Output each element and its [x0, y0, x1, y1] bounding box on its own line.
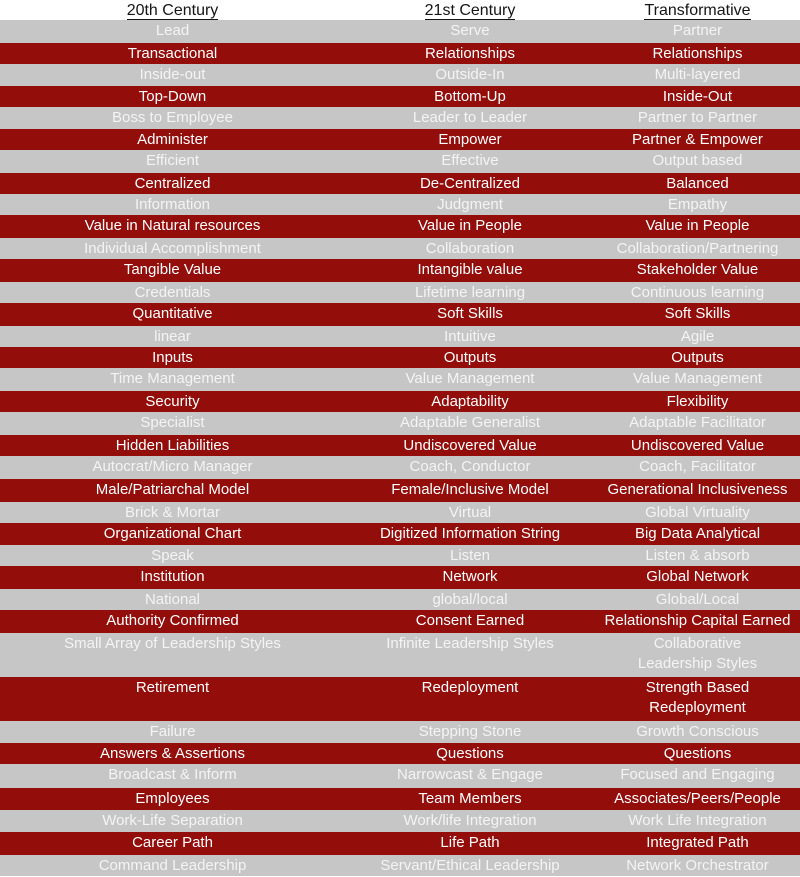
cell-20th-century: Career Path [132, 834, 213, 851]
cell-20th-century: Small Array of Leadership Styles [64, 635, 281, 652]
table-row [0, 43, 800, 64]
cell-transformative: Relationship Capital Earned [604, 612, 791, 629]
table-row [0, 502, 800, 523]
table-row [0, 633, 800, 677]
cell-21st-century: global/local [432, 591, 508, 608]
cell-21st-century: Infinite Leadership Styles [386, 635, 554, 652]
cell-transformative: Work Life Integration [628, 812, 767, 829]
cell-20th-century: Work-Life Separation [102, 812, 243, 829]
cell-21st-century: Stepping Stone [418, 723, 522, 740]
cell-transformative: Soft Skills [664, 305, 731, 322]
table-row [0, 150, 800, 173]
cell-20th-century: Top-Down [138, 88, 207, 105]
table-row [0, 764, 800, 788]
cell-21st-century: Collaboration [425, 240, 515, 257]
cell-transformative: Outputs [671, 349, 724, 366]
cell-transformative: Inside-Out [662, 88, 733, 105]
cell-20th-century: Efficient [145, 152, 200, 169]
cell-transformative: Questions [663, 745, 732, 762]
cell-21st-century: Life Path [440, 834, 500, 851]
table-row [0, 86, 800, 107]
cell-21st-century: Work/life Integration [403, 812, 537, 829]
table-row [0, 412, 800, 435]
cell-21st-century: Value in People [418, 217, 522, 234]
cell-21st-century: Consent Earned [415, 612, 525, 629]
cell-20th-century: Boss to Employee [112, 109, 233, 126]
cell-transformative: Listen & absorb [645, 547, 750, 564]
cell-21st-century: Network [442, 568, 498, 585]
header-row [0, 0, 800, 20]
cell-20th-century: Institution [140, 568, 205, 585]
cell-21st-century: Intangible value [417, 261, 523, 278]
table-row [0, 215, 800, 238]
table-row [0, 391, 800, 412]
cell-transformative: Undiscovered Value [630, 437, 765, 454]
cell-transformative: Growth Conscious [636, 723, 759, 740]
table-row [0, 238, 800, 259]
cell-21st-century: Virtual [448, 504, 492, 521]
cell-20th-century: Failure [149, 723, 196, 740]
cell-transformative: Balanced [666, 175, 729, 192]
table-row [0, 523, 800, 545]
cell-20th-century: Organizational Chart [103, 525, 242, 542]
cell-transformative: Network Orchestrator [626, 857, 769, 874]
table-row [0, 107, 800, 129]
cell-20th-century: Security [145, 393, 200, 410]
cell-transformative: Adaptable Facilitator [629, 414, 766, 431]
cell-20th-century: Inputs [152, 349, 193, 366]
cell-21st-century: De-Centralized [419, 175, 521, 192]
cell-21st-century: Digitized Information String [379, 525, 561, 542]
table-row [0, 788, 800, 810]
cell-21st-century: Coach, Conductor [409, 458, 531, 475]
cell-20th-century: linear [154, 328, 191, 345]
cell-transformative: Continuous learning [630, 284, 765, 301]
cell-20th-century: Value in Natural resources [84, 217, 261, 234]
cell-20th-century: Inside-out [139, 66, 206, 83]
cell-21st-century: Questions [436, 745, 504, 762]
cell-transformative: Global Virtuality [645, 504, 750, 521]
cell-21st-century: Intuitive [444, 328, 496, 345]
table-row [0, 677, 800, 721]
table-row [0, 435, 800, 456]
cell-20th-century: Autocrat/Micro Manager [92, 458, 253, 475]
cell-20th-century: Answers & Assertions [99, 745, 246, 762]
cell-21st-century: Value Management [405, 370, 535, 387]
cell-transformative: Focused and Engaging [620, 766, 775, 783]
cell-21st-century: Servant/Ethical Leadership [380, 857, 560, 874]
cell-20th-century: Centralized [134, 175, 211, 192]
cell-transformative: Big Data Analytical [634, 525, 761, 542]
cell-transformative: Flexibility [666, 393, 729, 410]
header-21st-century: 21st Century [424, 2, 516, 19]
cell-20th-century: Employees [135, 790, 210, 807]
table-row [0, 810, 800, 832]
header-transformative: Transformative [644, 2, 751, 19]
table-row [0, 326, 800, 347]
cell-21st-century: Adaptability [431, 393, 509, 410]
table-row [0, 743, 800, 764]
table-row [0, 303, 800, 326]
cell-transformative: Generational Inclusiveness [607, 481, 788, 498]
cell-transformative: Multi-layered [654, 66, 741, 83]
cell-20th-century: Time Management [110, 370, 235, 387]
table-row [0, 479, 800, 502]
cell-21st-century: Undiscovered Value [403, 437, 537, 454]
cell-20th-century: Hidden Liabilities [115, 437, 230, 454]
cell-21st-century: Judgment [437, 196, 503, 213]
cell-transformative: Value in People [645, 217, 750, 234]
cell-20th-century: National [144, 591, 201, 608]
cell-transformative: Associates/Peers/People [614, 790, 781, 807]
table-row [0, 259, 800, 282]
cell-transformative: Stakeholder Value [636, 261, 759, 278]
cell-20th-century: Male/Patriarchal Model [95, 481, 250, 498]
cell-21st-century: Narrowcast & Engage [397, 766, 543, 783]
cell-21st-century: Outside-In [435, 66, 505, 83]
cell-transformative: Value Management [633, 370, 762, 387]
cell-21st-century: Listen [449, 547, 491, 564]
cell-21st-century: Serve [450, 22, 490, 39]
cell-transformative: Empathy [667, 196, 728, 213]
cell-21st-century: Adaptable Generalist [399, 414, 541, 431]
cell-21st-century: Team Members [418, 790, 522, 807]
cell-20th-century: Tangible Value [123, 261, 222, 278]
table-row [0, 589, 800, 610]
cell-transformative: Partner & Empower [632, 131, 763, 148]
cell-transformative: Relationships [652, 45, 743, 62]
cell-20th-century: Command Leadership [98, 857, 247, 874]
table-row [0, 832, 800, 855]
cell-20th-century: Administer [137, 131, 208, 148]
cell-20th-century: Individual Accomplishment [84, 240, 261, 257]
cell-20th-century: Brick & Mortar [124, 504, 220, 521]
cell-transformative: Global/Local [655, 591, 740, 608]
table-row [0, 566, 800, 589]
cell-21st-century: Lifetime learning [414, 284, 526, 301]
cell-21st-century: Outputs [443, 349, 497, 366]
table-row [0, 194, 800, 215]
cell-transformative: Output based [652, 152, 743, 169]
cell-21st-century: Female/Inclusive Model [391, 481, 549, 498]
cell-transformative: Strength Based Redeployment [645, 679, 750, 716]
table-row [0, 721, 800, 743]
cell-20th-century: Credentials [134, 284, 211, 301]
header-20th-century: 20th Century [126, 2, 219, 19]
cell-20th-century: Broadcast & Inform [108, 766, 237, 783]
table-row [0, 855, 800, 876]
cell-20th-century: Lead [155, 22, 190, 39]
cell-20th-century: Quantitative [132, 305, 213, 322]
cell-20th-century: Retirement [135, 679, 210, 696]
table-row [0, 347, 800, 368]
cell-21st-century: Leader to Leader [412, 109, 528, 126]
cell-20th-century: Specialist [140, 414, 205, 431]
cell-20th-century: Transactional [127, 45, 218, 62]
cell-transformative: Global Network [646, 568, 749, 585]
table-row [0, 368, 800, 391]
cell-transformative: Coach, Facilitator [639, 458, 756, 475]
table-row [0, 282, 800, 303]
table-row [0, 610, 800, 633]
table-row [0, 545, 800, 566]
cell-21st-century: Bottom-Up [434, 88, 506, 105]
cell-transformative: Integrated Path [646, 834, 749, 851]
table-row [0, 20, 800, 43]
table-row [0, 129, 800, 150]
cell-transformative: Partner [672, 22, 723, 39]
cell-20th-century: Authority Confirmed [106, 612, 239, 629]
cell-21st-century: Empower [438, 131, 502, 148]
table-row [0, 456, 800, 479]
cell-21st-century: Relationships [424, 45, 516, 62]
cell-transformative: Agile [680, 328, 715, 345]
cell-transformative: Collaborative Leadership Styles [637, 635, 758, 672]
cell-20th-century: Speak [151, 547, 194, 564]
cell-21st-century: Soft Skills [437, 305, 503, 322]
table-row [0, 64, 800, 86]
cell-21st-century: Redeployment [421, 679, 519, 696]
table-row [0, 173, 800, 194]
cell-21st-century: Effective [441, 152, 499, 169]
cell-transformative: Partner to Partner [637, 109, 758, 126]
cell-20th-century: Information [134, 196, 211, 213]
cell-transformative: Collaboration/Partnering [616, 240, 779, 257]
